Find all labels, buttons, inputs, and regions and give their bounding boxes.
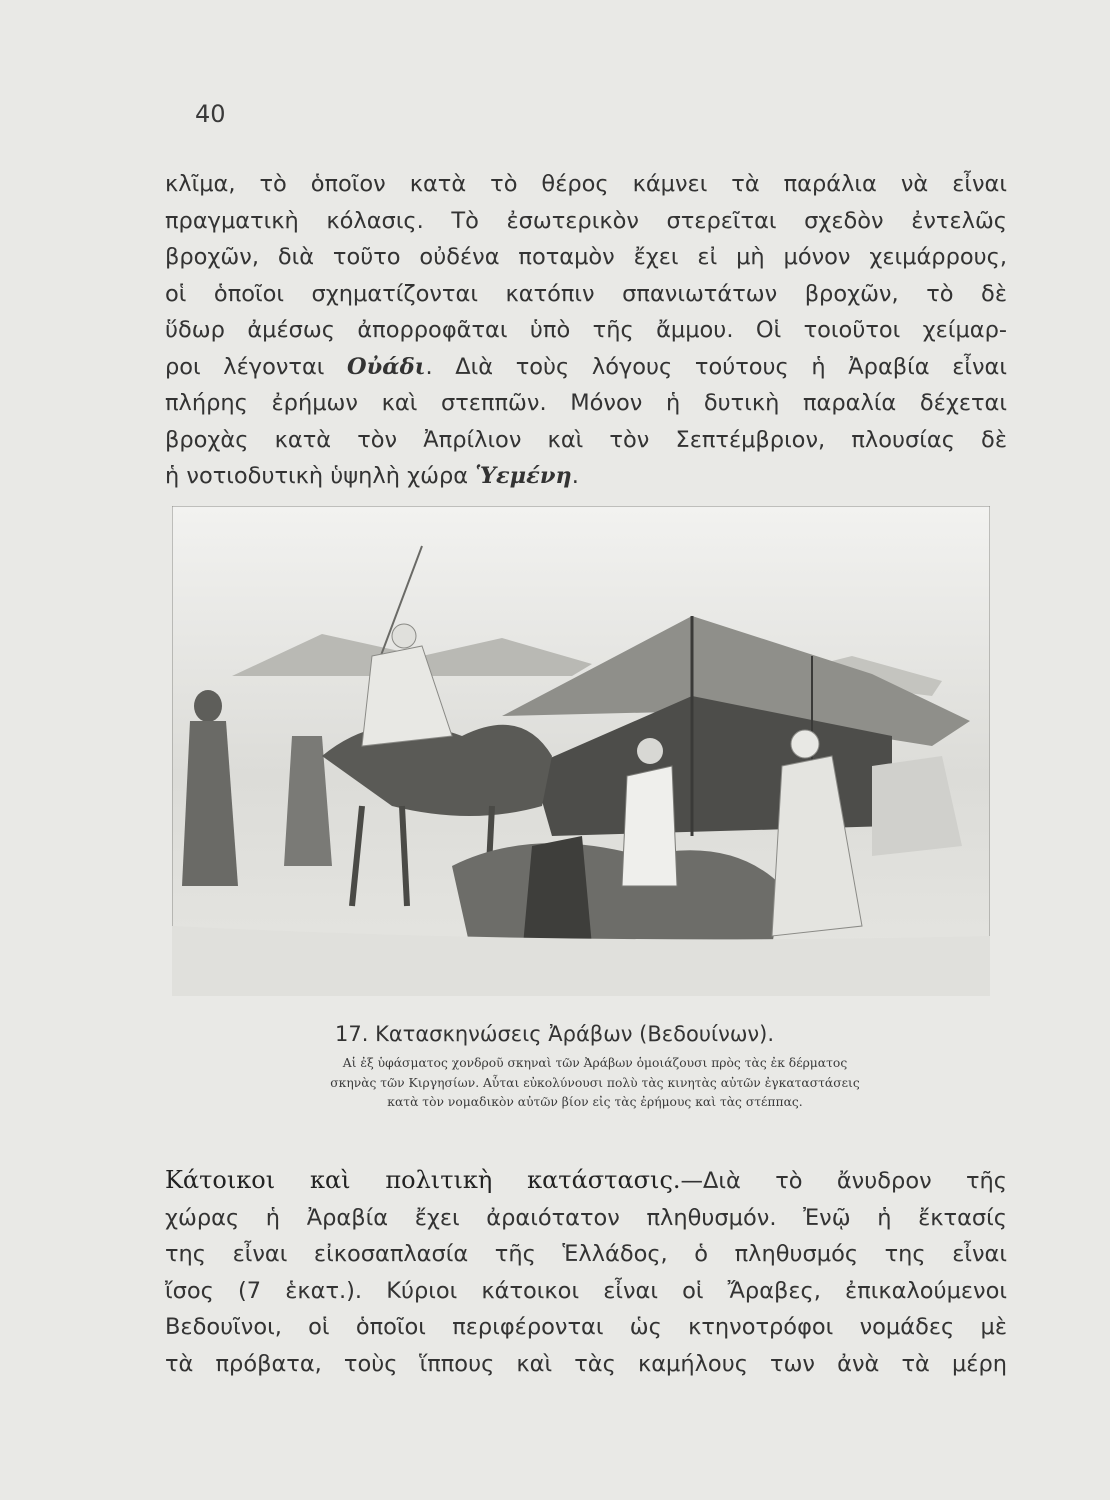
page-number: 40 bbox=[195, 100, 226, 128]
emphasis-term-ouadi: Οὐάδι bbox=[347, 353, 426, 380]
person-white-robe bbox=[622, 766, 677, 886]
figure-title: 17. Κατασκηνώσεις Ἀράβων (Βεδουίνων). bbox=[335, 1022, 775, 1046]
caption-line: κατὰ τὸν νομαδικὸν αὐτῶν βίον εἰς τὰς ἐρήμους καὶ τὰς στέππας. bbox=[387, 1095, 803, 1109]
body-paragraph-climate bbox=[165, 166, 1007, 495]
body-paragraph-inhabitants bbox=[165, 1162, 1007, 1382]
woman-head bbox=[791, 730, 819, 758]
text-line: πραγματικὴ κόλασις. Τὸ ἐσωτερικὸν στερεῖται σχεδὸν ἐντελῶς bbox=[165, 207, 1007, 234]
rider-head bbox=[392, 624, 416, 648]
text-line bbox=[165, 458, 1007, 495]
figure-caption bbox=[210, 1054, 980, 1113]
text-fragment: ἡ νοτιοδυτικὴ ὑψηλὴ χώρα bbox=[165, 463, 476, 489]
figure-bedouin-camp-photo bbox=[172, 506, 990, 996]
section-heading: Κάτοικοι καὶ πολιτικὴ κατάστασις. bbox=[165, 1166, 681, 1194]
emphasis-term-yemen: Ὑεμένη bbox=[475, 463, 572, 489]
figure-head bbox=[194, 690, 222, 722]
text-line: Βεδουῖνοι, οἱ ὁποῖοι περιφέρονται ὡς κτηνοτρόφοι νομάδες μὲ bbox=[165, 1314, 1007, 1340]
text-fragment: . bbox=[571, 463, 579, 489]
bedouin-camp-illustration bbox=[172, 506, 990, 996]
text-fragment: ροι λέγονται bbox=[165, 353, 348, 380]
text-line: τὰ πρόβατα, τοὺς ἵππους καὶ τὰς καμήλους των ἀνὰ τὰ μέρη bbox=[165, 1350, 1007, 1377]
text-line: βροχὰς κατὰ τὸν Ἀπρίλιον καὶ τὸν Σεπτέμβριον, πλουσίας δὲ bbox=[165, 426, 1007, 453]
text-line: χώρας ἡ Ἀραβία ἔχει ἀραιότατον πληθυσμόν. Ἐνῷ ἡ ἔκτασίς bbox=[165, 1204, 1007, 1231]
caption-line: Αἱ ἐξ ὑφάσματος χονδροῦ σκηναὶ τῶν Ἀράβων ὁμοιάζουσι πρὸς τὰς ἐκ δέρματος bbox=[342, 1056, 848, 1070]
text-line: ὕδωρ ἀμέσως ἀπορροφᾶται ὑπὸ τῆς ἄμμου. Οἱ τοιοῦτοι χείμαρ- bbox=[165, 317, 1007, 343]
text-line: ἴσος (7 ἑκατ.). Κύριοι κάτοικοι εἶναι οἱ Ἄραβες, ἐπικαλούμενοι bbox=[165, 1277, 1007, 1304]
person-head bbox=[637, 738, 663, 764]
text-line: κλῖμα, τὸ ὁποῖον κατὰ τὸ θέρος κάμνει τὰ παράλια νὰ εἶναι bbox=[165, 171, 1007, 197]
text-line bbox=[165, 1162, 1007, 1200]
text-line: βροχῶν, διὰ τοῦτο οὐδένα ποταμὸν ἔχει εἰ μὴ μόνον χειμάρρους, bbox=[165, 244, 1007, 270]
text-line bbox=[165, 349, 1007, 386]
caption-line: σκηνὰς τῶν Κιργησίων. Αὗται εὐκολύνουσι πολὺ τὰς κινητὰς αὐτῶν ἐγκαταστάσεις bbox=[330, 1075, 860, 1090]
text-line: της εἶναι εἰκοσαπλασία τῆς Ἑλλάδος, ὁ πληθυσμός της εἶναι bbox=[165, 1241, 1007, 1267]
text-line: οἱ ὁποῖοι σχηματίζονται κατόπιν σπανιωτάτων βροχῶν, τὸ δὲ bbox=[165, 280, 1007, 307]
text-fragment: —Διὰ τὸ ἄνυδρον τῆς bbox=[680, 1168, 1008, 1194]
text-line: πλήρης ἐρήμων καὶ στεππῶν. Μόνον ἡ δυτικὴ παραλία δέχεται bbox=[165, 390, 1007, 416]
text-fragment: . Διὰ τοὺς λόγους τούτους ἡ Ἀραβία εἶναι bbox=[425, 353, 1008, 380]
